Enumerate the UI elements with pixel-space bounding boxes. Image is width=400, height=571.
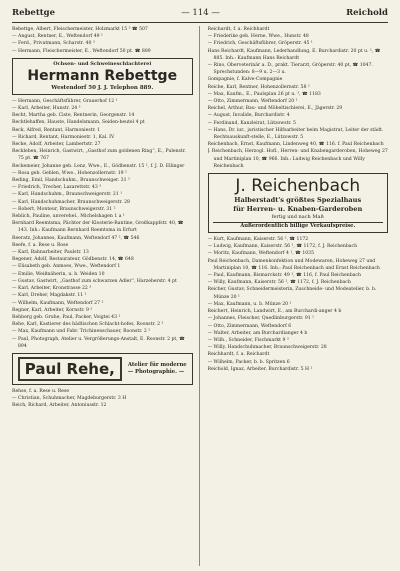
directory-entry: Rehe, Karl, Kastierer des hädtischen Schlacht-hofes, Roonstr. 2 ² — [12, 322, 164, 328]
directory-entry: — Angust, Rentner, E., Weftendorf 49 ¹ — [12, 34, 103, 40]
directory-entry: Reichenbach, Ernst, Kaufmann, Lindenweg 40, ☎ 116. f. Paul Reichenbach — [207, 142, 384, 148]
directory-entry: Reich, Richard, Arbeiter, Antoniusstr. 12 — [12, 403, 107, 409]
directory-entry: — Paul, Kaufmann, Bismarckstr. 49 ¹, ☎ 116, f. Paul Reichenbach — [207, 273, 361, 279]
directory-entry: Reichardt, f. a. Reichhardt — [207, 27, 270, 32]
directory-entry: Rechtlehaffen, Hauste, Handelsmann, Seiden-beutel 4 pt — [12, 120, 145, 126]
directory-entry: — Ferdinand, Kanzleirat, Lützowstr. 5 — [207, 120, 296, 126]
directory-entry: J. Reichenbach, Herzogl. Hofl., Herren- und Knabengarderoben, Hoheweg 27 und Martiniplan 10, ☎ 966. Inh.: Ludwig Reichenbach und Willy Reichenbach — [207, 149, 388, 169]
directory-entry: — Elisabeth geb. Anmoes, Wwe., Weftendorf 1 — [12, 264, 121, 270]
directory-entry: Bernhard Reemtsma, Pächter der Klosterie-Rantine, Großkappfstr. 40, ☎ 143. Inh.: Kaufmann Bernhard Reemtsma in Erfurt — [12, 221, 184, 234]
header-right-keyword: Reichold — [346, 8, 388, 18]
directory-entry: — Paul, Photograph, Atelier u. Vergrößerungs-Anstalt, E. Roonstr. 2 pt, ☎ 894 — [12, 336, 185, 349]
directory-entry: Reichert, Heinrich, Landwirt, E., am Burchardi-anger 4 b — [207, 309, 342, 315]
directory-entry: — Wilh., Schneider, Fischmarkt 9 ³ — [207, 337, 289, 343]
directory-entry: Reeratz, Johannes, Kaufmann, Weftendorf 47 ², ☎ 546 — [12, 235, 140, 241]
directory-entry: — Otto, Zimmermann, Weftendorf 6 — [207, 323, 292, 329]
ad-rebettge-line1: Ochsen- und Schweineschlachterei — [53, 60, 152, 67]
header-left-keyword: Rebettge — [12, 8, 56, 18]
directory-entry: Recke, Adolf, Arbeiter, Lambertstr. 27 — [12, 142, 101, 148]
columns — [12, 26, 388, 566]
directory-entry: — Karl, Dreher, Magdakstr. 11 ¹ — [12, 293, 87, 299]
directory-entry: Reck, Alfred, Rentant, Harmoniestr. 1 — [12, 127, 101, 133]
ad-rehe-line2: Atelier für moderne — [127, 361, 187, 368]
directory-entry: — Richard, Rentant, Harmoniestr. 1, Kal. IV — [12, 134, 115, 140]
directory-entry: Reding, Emil, Handschuhm., Braunschweiger. 31 ² — [12, 178, 130, 184]
ad-reichenbach-line2: Halberstadt's größtes Spezialhaus — [234, 196, 362, 205]
advertisement-rebettge — [12, 58, 193, 95]
directory-entry: Gompagnie, f. Kalve-Compagnie — [207, 77, 283, 83]
directory-entry: — Willy, Handschuhmacher, Braunschweigerstr. 28 — [207, 345, 327, 351]
ad-rebettge-line2: Hermann Rebettge — [27, 67, 178, 84]
page-header — [12, 8, 388, 20]
ad-rebettge-line3: Westendorf 50 J. J. Telephon 889. — [51, 84, 154, 91]
directory-entry: Reichel, Arthur, Bau- und Möbeltischlerei, E., Jägerstr. 29 — [207, 106, 343, 112]
ad-reichenbach-line5: Außerordentlich billige Verkaufspreise. — [213, 222, 384, 230]
directory-entry: — Rosa geb. Gehlen, Wwe., Hohenzollernstr. 19 ² — [12, 170, 127, 176]
directory-entry: — Max, Kaufmann und Fabr. Trichinenschauer, Roonstr. 2 ² — [12, 329, 151, 335]
directory-entry: — Emilie, Weißnäherin, u. b. Weiden 10 — [12, 271, 105, 277]
directory-entry: — Max, Kaufm., E., Paulsplan 26 pt u. ³, ☎ 1183 — [207, 91, 321, 97]
directory-entry: — Karl, Bahnarbeiter, Paulstr. 13 — [12, 250, 89, 256]
directory-entry: — Friederike geb. Herne, Wwe., Hunstr. 48 — [207, 34, 309, 40]
directory-entry: — Christian, Schuhmacher, Magdeburgerstr. 3 H — [12, 396, 127, 402]
ad-reichenbach-line4: fertig und nach Maß — [271, 214, 324, 221]
directory-entry: — August, Invalide, Burchardistr. 4 — [207, 113, 290, 119]
directory-entry: Reckemeier, Johanne geb. Lenz, Wwe., E., Gödbenstr. 15 ¹, f. J. D. Ellinger — [12, 163, 185, 169]
directory-entry: — Wilhelm, Packer, b. b. Spritzen 6 — [207, 359, 290, 365]
directory-entry: — Rino, Oberveterinär a. D., prakt. Tierarzt, Gröperstr. 40 pt, ☎ 1047. Sprechstunden: 8—9 u. 2—3 u. — [207, 63, 373, 76]
entry-list — [208, 26, 389, 170]
ad-reichenbach-line1: J. Reichenbach — [235, 176, 361, 197]
ad-reichenbach-line3: für Herren- u. Knaben-Garderoben — [233, 205, 363, 214]
directory-entry: — Friedrich, Geschäftsführer, Gröperstr. 45 ¹ — [207, 41, 313, 47]
header-rule — [12, 22, 388, 23]
directory-entry: Reblich, Pauline, unverehel., Michelshagen 1 a ¹ — [12, 214, 125, 220]
directory-entry: Reckleben, Heinrich, Gastwirt, „Gasthof zum goldenen Ring“, E., Pulenstr. 75 pt. ☎ 767 — [12, 149, 186, 162]
page-number: — 114 — — [181, 8, 220, 18]
directory-entry: Regener, Adolf, Restaurateur, Gödbenstr. 14, ☎ 648 — [12, 257, 134, 263]
directory-entry: Rebettge, Albert, Fleischermeister, Holzmarkt 15 ³ ☎ 507 — [12, 27, 148, 32]
entry-list — [12, 388, 193, 410]
entry-list — [208, 236, 389, 373]
directory-entry: Recht, Martha geb. Ciste, Rentnerin, Georgenstr. 14 — [12, 113, 135, 119]
directory-entry: Reichhardt, f. a. Reichardt — [207, 352, 270, 358]
directory-entry: — Ludwig, Kaufmann, Kaiserstr. 56 ¹, ☎ 1172, f. J. Reichenbach — [207, 244, 358, 250]
directory-entry: — Hermann, Fleischermeister, E., Weftendorf 50 pt. ☎ 889 — [12, 48, 151, 54]
left-column — [12, 26, 200, 566]
directory-entry: — Walter, Arbeiter, am Burchardianger 4 b — [207, 330, 308, 336]
directory-entry: Rehse, f. a. Rese u. Rese — [12, 388, 70, 394]
directory-entry: — Hermann, Geschäftsführer, Grauerhof 12 ¹ — [12, 98, 118, 104]
directory-entry: Reichold, Ignaz, Arbeiter, Burchardistr. 5 H ¹ — [207, 366, 313, 372]
directory-entry: — Karl, Handschuhmacher, Braunschweigerstr. 28 — [12, 199, 130, 205]
directory-entry: — Willy, Kaufmann, Kaiserstr. 56 ¹, ☎ 1172, f. J. Reichenbach — [207, 280, 351, 286]
entry-list — [12, 98, 193, 350]
directory-entry: Reiche, Karl, Rentner, Hohenzollernstr. 58 ² — [207, 84, 310, 90]
directory-entry: — Gustav, Gastwirt, „Gasthof zum schwarzen Adler“, Harzeberstr. 4 pt — [12, 278, 177, 284]
directory-entry: — Friedrich, Trecher, Lazarettstr. 43 ³ — [12, 185, 102, 191]
directory-entry: — Karl, Arbeiter, Kronstrasse 22 ³ — [12, 286, 92, 292]
directory-entry: — Karl, Handschuhm., Braunschweigerstr. 21 ¹ — [12, 192, 123, 198]
directory-entry: Rehberg geb. Gruhe, Paul, Packer, Voigtei 43 ¹ — [12, 314, 121, 320]
directory-entry: — Robert, Monteur, Braunschweigerstr. 31 ² — [12, 206, 116, 212]
ad-rehe-line1: Paul Rehe, — [18, 357, 122, 381]
directory-entry: — Otto, Zimmermann, Weftendorf 20 ¹ — [207, 99, 298, 105]
directory-entry: — Johannes, Fleischer, Quedlinburgerstr. 91 ¹ — [207, 316, 315, 322]
entry-list — [12, 26, 193, 55]
directory-entry: — Max, Kaufmann, u. b. Münze 20 ¹ — [207, 301, 292, 307]
ad-rehe-line3: — Photographie. — — [127, 368, 185, 375]
directory-entry: — Karl, Arbeiter, Hunstr. 24 ³ — [12, 106, 81, 112]
directory-entry: Reicher, Gustav, Schneidermeisterin, Zuschneide- und Modeatelier, b. b. Münze 20 ¹ — [207, 287, 377, 300]
directory-entry: — Wilhelm, Kaufmann, Weftendorf 27 ² — [12, 300, 104, 306]
directory-entry: — Hans, Dr. iur., juristischer Hilfsarbeiter beim Magistrat, Leiter der städt. Rechtsauskunft-stelle, E., Lützowstr. 5 — [207, 127, 384, 141]
directory-entry: — Ferd., Privatmann, Scharstr. 40 ³ — [12, 41, 95, 47]
ad-rehe-tagline — [128, 362, 187, 376]
directory-entry: — Moritz, Kaufmann, Weftendorf 4 ¹, ☎ 1035 — [207, 251, 315, 257]
directory-entry: Reefe, f. a. Rese u. Rose — [12, 242, 69, 248]
right-column — [208, 26, 389, 566]
advertisement-reichenbach — [208, 173, 389, 233]
directory-entry: Paul Reichenbach, Damenkonfektion und Modewaren, Hoheweg 27 und Martiniplan 10, ☎ 116. Inh.: Paul Reichenbach und Ernst Reichenbach — [207, 258, 380, 271]
directory-entry: Hans Reichardt, Kaufmann, Lederhandlung, E. Burchardistr. 20 pt u. ¹, ☎ 885. Inh.: Kaufmann Hans Reichardt — [207, 48, 381, 61]
advertisement-rehe — [12, 353, 193, 385]
directory-entry: Regner, Karl, Arbeiter, Kornstr. 9 ² — [12, 307, 93, 313]
directory-entry: — Kurt, Kaufmann, Kaiserstr. 56 ², ☎ 1172 — [207, 237, 309, 243]
